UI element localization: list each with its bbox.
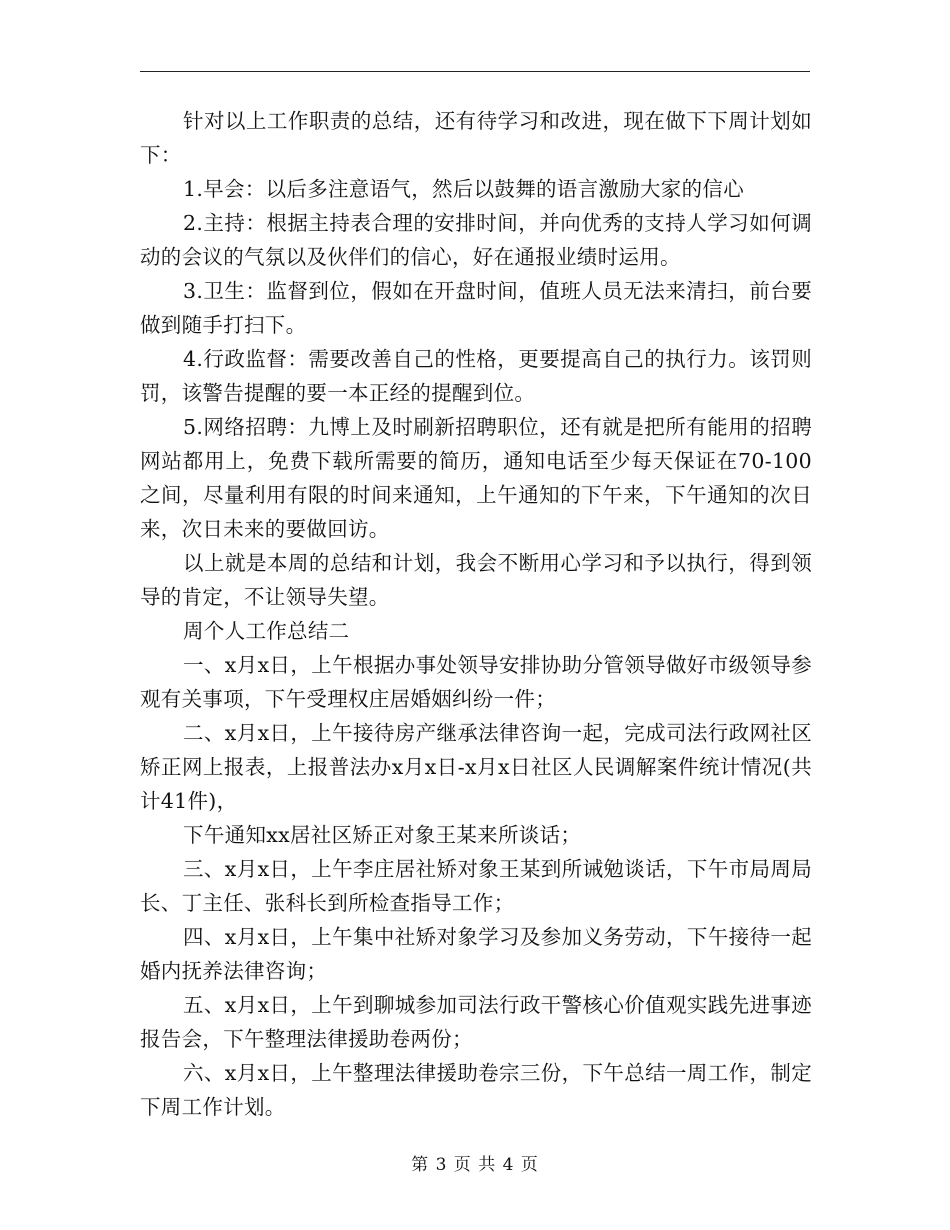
paragraph-day-five: 五、x月x日，上午到聊城参加司法行政干警核心价值观实践先进事迹报告会，下午整理法律援助卷两份；	[140, 993, 812, 1051]
paragraph-admin-supervision: 4.行政监督：需要改善自己的性格，更要提高自己的执行力。该罚则罚，该警告提醒的要一本正经的提醒到位。	[140, 347, 812, 405]
paragraph-day-six: 六、x月x日，上午整理法律援助卷宗三份，下午总结一周工作，制定下周工作计划。	[140, 1061, 812, 1119]
paragraph-hygiene: 3.卫生：监督到位，假如在开盘时间，值班人员无法来清扫，前台要做到随手打扫下。	[140, 279, 812, 337]
paragraph-day-two: 二、x月x日，上午接待房产继承法律咨询一起，完成司法行政网社区矫正网上报表，上报普法办x月x日-x月x日社区人民调解案件统计情况(共计41件)，	[140, 721, 812, 813]
paragraph-day-four: 四、x月x日，上午集中社矫对象学习及参加义务劳动，下午接待一起婚内抚养法律咨询；	[140, 925, 812, 983]
paragraph-hosting: 2.主持：根据主持表合理的安排时间，并向优秀的支持人学习如何调动的会议的气氛以及伙伴们的信心，好在通报业绩时运用。	[140, 211, 812, 269]
paragraph-day-one: 一、x月x日，上午根据办事处领导安排协助分管领导做好市级领导参观有关事项，下午受理权庄居婚姻纠纷一件；	[140, 653, 812, 711]
paragraph-closing: 以上就是本周的总结和计划，我会不断用心学习和予以执行，得到领导的肯定，不让领导失望。	[140, 551, 812, 609]
document-body	[140, 104, 812, 1124]
paragraph-online-recruiting: 5.网络招聘：九博上及时刷新招聘职位，还有就是把所有能用的招聘网站都用上，免费下载所需要的简历，通知电话至少每天保证在70-100之间，尽量利用有限的时间来通知，上午通知的下午来，下午通知的次日来，次日未来的要做回访。	[140, 415, 812, 541]
header-rule	[140, 71, 810, 72]
paragraph-day-three: 三、x月x日，上午李庄居社矫对象王某到所诫勉谈话，下午市局周局长、丁主任、张科长到所检查指导工作；	[140, 857, 812, 915]
page-number: 第 3 页 共 4 页	[411, 1155, 539, 1175]
paragraph-plan-intro: 针对以上工作职责的总结，还有待学习和改进，现在做下下周计划如下：	[140, 109, 812, 167]
section-heading: 周个人工作总结二	[183, 619, 350, 643]
paragraph-morning-meeting: 1.早会：以后多注意语气，然后以鼓舞的语言激励大家的信心	[183, 177, 745, 201]
paragraph-day-two-afternoon: 下午通知xx居社区矫正对象王某来所谈话；	[183, 823, 582, 847]
